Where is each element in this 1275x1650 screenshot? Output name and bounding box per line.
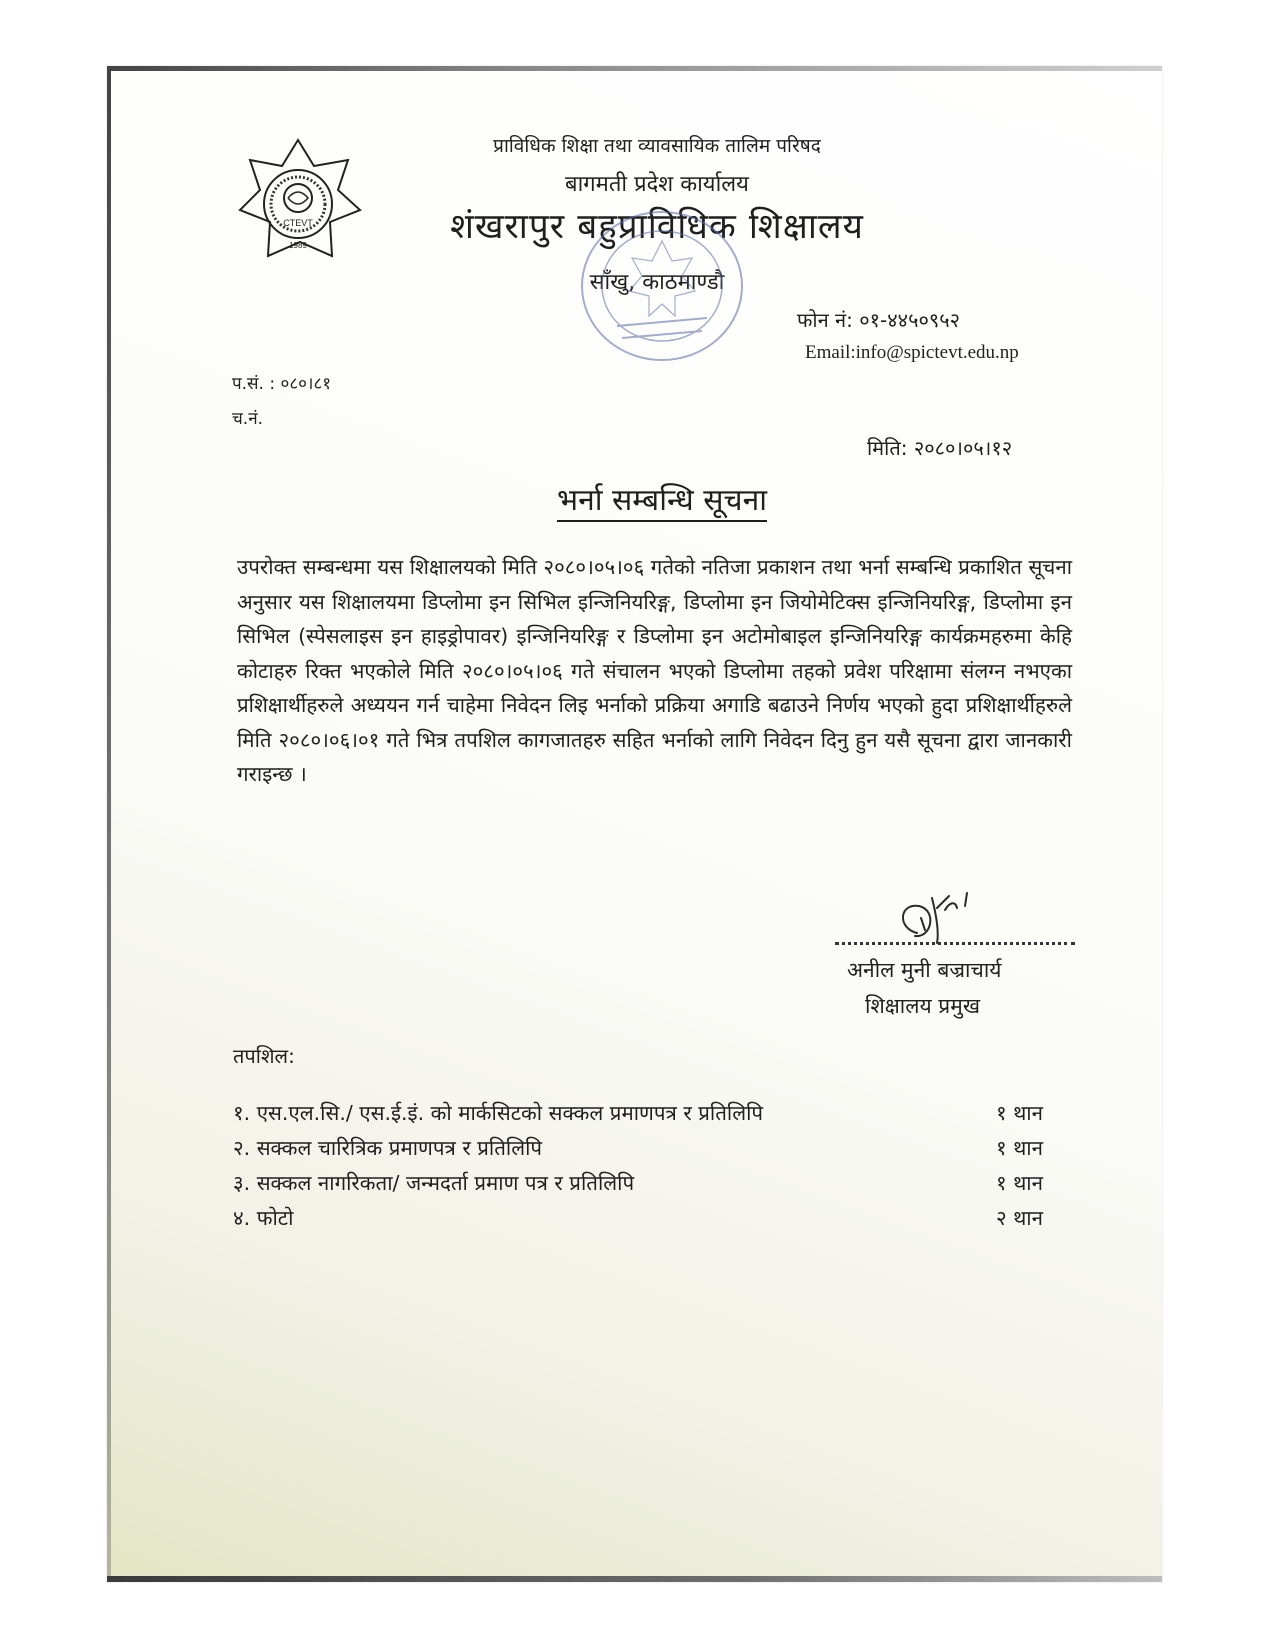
list-item-label: १. एस.एल.सि./ एस.ई.इं. को मार्कसिटको सक्कल प्रमाणपत्र र प्रतिलिपि: [233, 1101, 764, 1125]
page-edge-bottom: [107, 1576, 1162, 1582]
signature-line: [835, 942, 1075, 945]
list-item-label: ४. फोटो: [233, 1206, 294, 1230]
signatory-name: अनील मुनी बज्राचार्य: [847, 958, 1002, 982]
list-item: [233, 1166, 1043, 1201]
notice-date: मिति: २०८०।०५।१२: [867, 436, 1013, 460]
list-item-qty: १ थान: [996, 1101, 1043, 1125]
document-page: [107, 66, 1162, 1582]
reference-cn: च.नं.: [232, 409, 264, 429]
school-location: साँखु, काठमाण्डौ: [589, 270, 725, 295]
list-item-qty: २ थान: [996, 1206, 1043, 1230]
list-item-qty: १ थान: [996, 1171, 1043, 1195]
signatory-title: शिक्षालय प्रमुख: [865, 994, 980, 1018]
list-heading: तपशिल:: [233, 1044, 295, 1068]
list-item: [233, 1131, 1043, 1166]
list-item-label: ३. सक्कल नागरिकता/ जन्मदर्ता प्रमाण पत्र र प्रतिलिपि: [233, 1171, 635, 1195]
council-name: प्राविधिक शिक्षा तथा व्यावसायिक तालिम परिषद: [493, 135, 821, 157]
office-name: बागमती प्रदेश कार्यालय: [565, 172, 749, 197]
document-list: [233, 1096, 1043, 1236]
emblem-text: CTEVT: [283, 218, 313, 228]
school-name: शंखरापुर बहुप्राविधिक शिक्षालय: [450, 207, 864, 247]
page-edge-top: [107, 66, 1162, 71]
list-item-label: २. सक्कल चारित्रिक प्रमाणपत्र र प्रतिलिपि: [233, 1136, 543, 1160]
list-item-qty: १ थान: [996, 1136, 1043, 1160]
emblem-year: 1989: [289, 241, 307, 250]
notice-subject: [107, 478, 1162, 519]
subject-text: भर्ना सम्बन्धि सूचना: [557, 483, 767, 522]
notice-body: उपरोक्त सम्बन्धमा यस शिक्षालयको मिति २०८०।०५।०६ गतेको नतिजा प्रकाशन तथा भर्ना सम्बन्धि प्रकाशित सूचना अनुसार यस शिक्षालयमा डिप्लोमा इन सिभिल इन्जिनियरिङ्ग, डिप्लोमा इन जियोमेटिक्स इन्जिनियरिङ्ग, डिप्लोमा इन सिभिल (स्पेसलाइस इन हाइड्रोपावर) इन्जिनियरिङ्ग र डिप्लोमा इन अटोमोबाइल इन्जिनियरिङ्ग कार्यक्रमहरुमा केहि कोटाहरु रिक्त भएकोले मिति २०८०।०५।०६ गते संचालन भएको डिप्लोमा तहको प्रवेश परिक्षामा संलग्न नभएका प्रशिक्षार्थीहरुले अध्ययन गर्न चाहेमा निवेदन लिइ भर्नाको प्रक्रिया अगाडि बढाउने निर्णय भएको हुदा प्रशिक्षार्थीहरुले मिति २०८०।०६।०१ गते भित्र तपशिल कागजातहरु सहित भर्नाको लागि निवेदन दिनु हुन यसै सूचना द्वारा जानकारी गराइन्छ ।: [237, 555, 1072, 786]
list-item: [233, 1201, 1043, 1236]
office-stamp-icon: [577, 206, 747, 366]
signature-icon: [887, 888, 997, 948]
list-item: [233, 1096, 1043, 1131]
reference-ps: प.सं. : ०८०।८१: [232, 374, 332, 394]
phone-number: फोन नं: ०१-४४५०९५२: [797, 308, 961, 332]
email-address: Email:info@spictevt.edu.np: [805, 342, 1019, 363]
